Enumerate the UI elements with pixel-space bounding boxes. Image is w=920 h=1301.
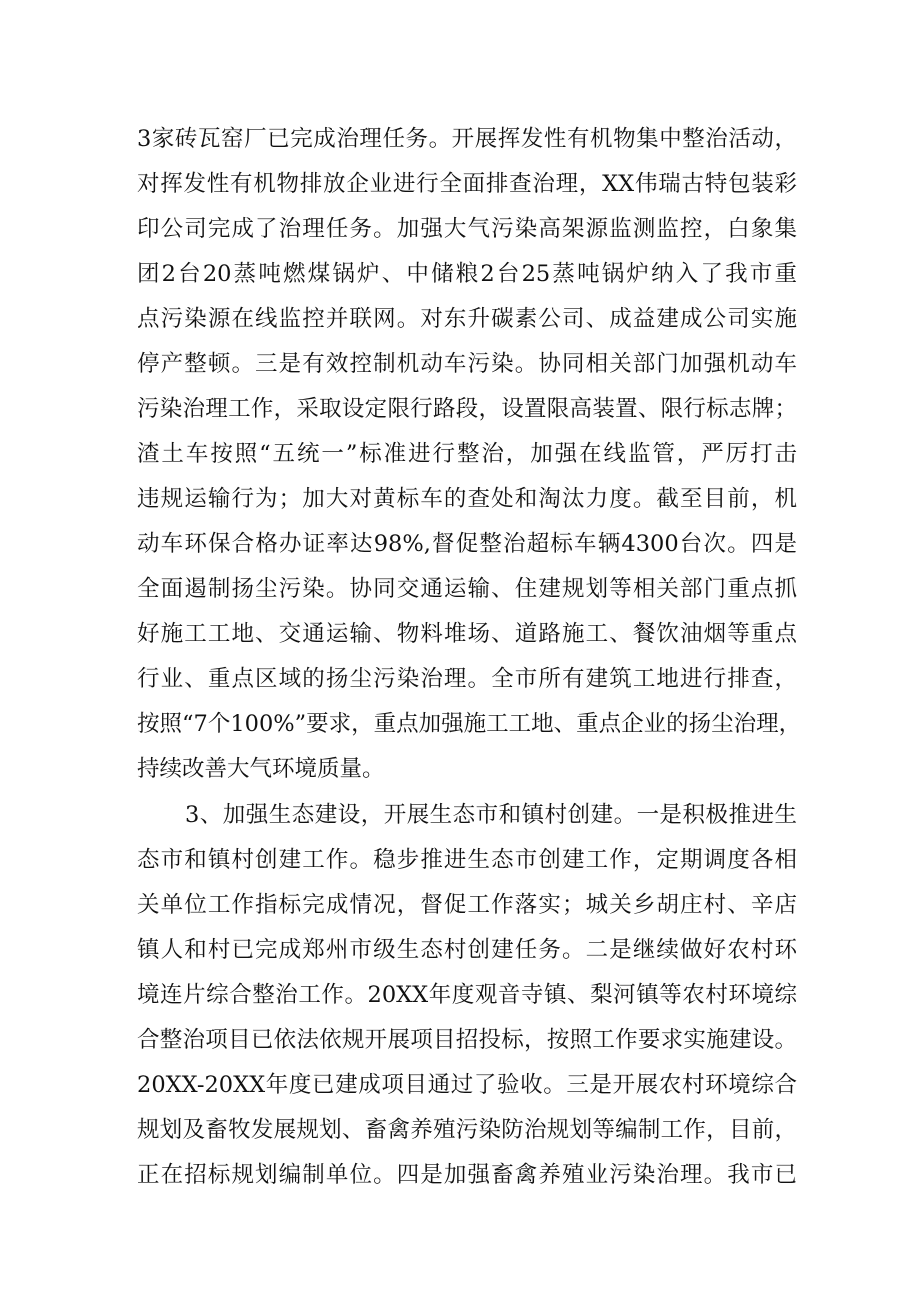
paragraph-line: 合整治项目已依法依规开展项目招投标，按照工作要求实施建设。 (137, 1027, 797, 1053)
paragraph-line: 关单位工作指标完成情况，督促工作落实；城关乡胡庄村、辛店 (137, 892, 797, 918)
paragraph-line: 对挥发性有机物排放企业进行全面排查治理，XX伟瑞古特包装彩 (137, 171, 797, 197)
paragraph-line: 好施工工地、交通运输、物料堆场、道路施工、餐饮油烟等重点 (137, 621, 797, 647)
paragraph-line: 按照“7个100%”要求，重点加强施工工地、重点企业的扬尘治理， (137, 711, 802, 737)
paragraph-line: 停产整顿。三是有效控制机动车污染。协同相关部门加强机动车 (137, 351, 797, 377)
paragraph-line: 印公司完成了治理任务。加强大气污染高架源监测监控，白象集 (137, 216, 797, 242)
paragraph-line: 点污染源在线监控并联网。对东升碳素公司、成益建成公司实施 (137, 306, 797, 332)
paragraph-line: 正在招标规划编制单位。四是加强畜禽养殖业污染治理。我市已 (137, 1162, 797, 1188)
paragraph-line: 态市和镇村创建工作。稳步推进生态市创建工作，定期调度各相 (137, 847, 797, 873)
paragraph-line: 渣土车按照“五统一”标准进行整治，加强在线监管，严厉打击 (137, 441, 797, 467)
paragraph-line: 规划及畜牧发展规划、畜禽养殖污染防治规划等编制工作，目前， (137, 1117, 797, 1143)
paragraph-line: 行业、重点区域的扬尘污染治理。全市所有建筑工地进行排查， (137, 666, 797, 692)
paragraph-line: 动车环保合格办证率达98%,督促整治超标车辆4300台次。四是 (137, 531, 797, 557)
paragraph-line: 镇人和村已完成郑州市级生态村创建任务。二是继续做好农村环 (137, 937, 797, 963)
paragraph-line: 3家砖瓦窑厂已完成治理任务。开展挥发性有机物集中整治活动， (137, 126, 797, 152)
paragraph-line: 全面遏制扬尘污染。协同交通运输、住建规划等相关部门重点抓 (137, 576, 797, 602)
paragraph-line: 境连片综合整治工作。20XX年度观音寺镇、梨河镇等农村环境综 (137, 982, 797, 1008)
paragraph-line: 团2台20蒸吨燃煤锅炉、中储粮2台25蒸吨锅炉纳入了我市重 (137, 261, 797, 287)
paragraph-line: 污染治理工作，采取设定限行路段，设置限高装置、限行标志牌； (137, 396, 797, 422)
section-heading-line: 3、加强生态建设，开展生态市和镇村创建。一是积极推进生 (185, 802, 797, 828)
paragraph-line: 违规运输行为；加大对黄标车的查处和淘汰力度。截至目前，机 (137, 486, 797, 512)
paragraph-line: 20XX-20XX年度已建成项目通过了验收。三是开展农村环境综合 (137, 1072, 797, 1098)
paragraph-line: 持续改善大气环境质量。 (137, 756, 385, 782)
